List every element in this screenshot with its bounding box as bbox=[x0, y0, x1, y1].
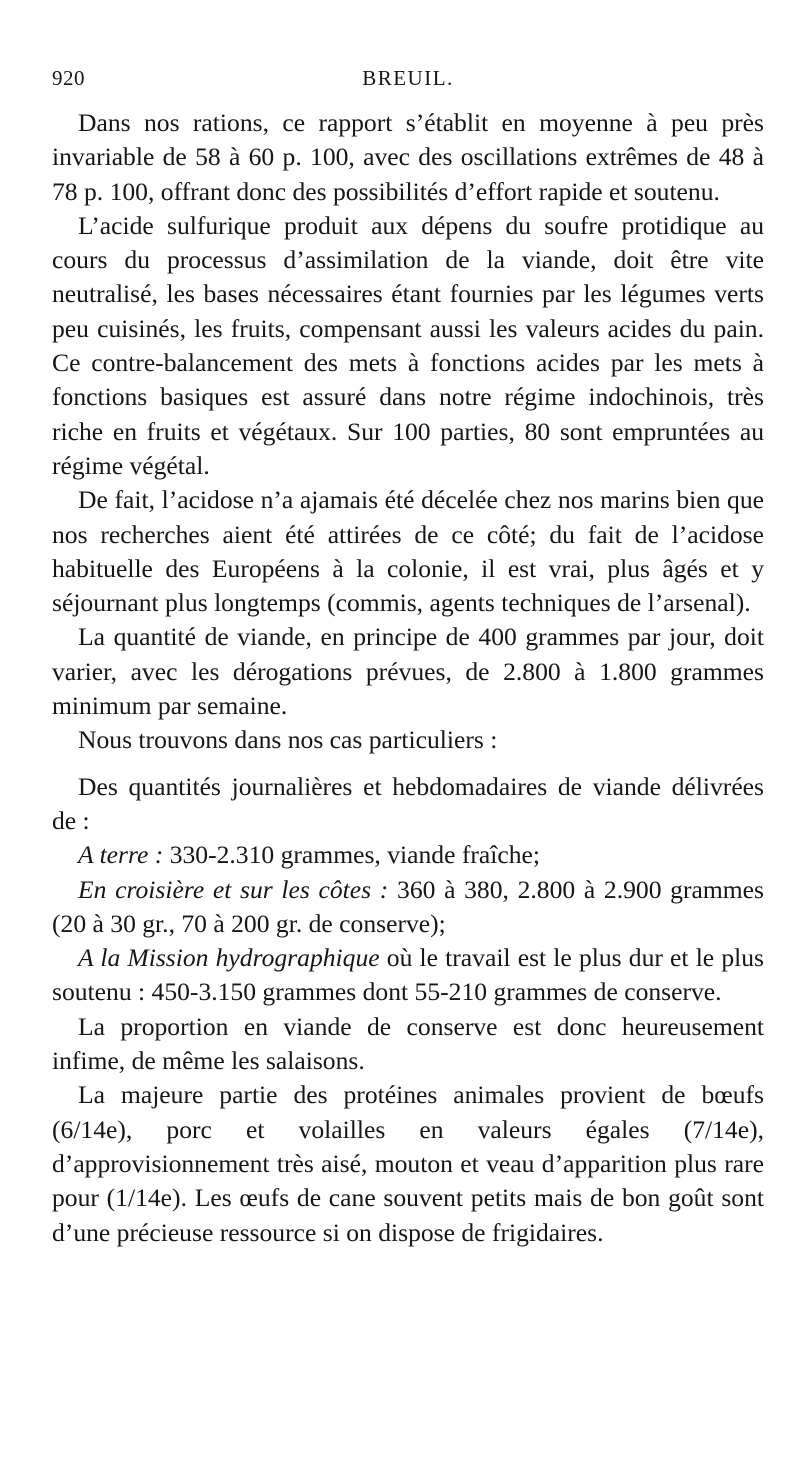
list-item-text: 360 à 380, 2.800 à 2.900 grammes (20 à 30 gr., 70 à 200 gr. de conserve); bbox=[52, 874, 764, 938]
page-number: 920 bbox=[52, 66, 85, 90]
page-header bbox=[52, 66, 764, 106]
paragraph-quantities-intro: Des quantités journalières et hebdomadaires de viande délivrées de : bbox=[52, 771, 764, 835]
list-item-text: 330-2.310 grammes, viande fraîche; bbox=[169, 840, 540, 870]
list-item-label: A la Mission hydrographique bbox=[78, 943, 380, 973]
paragraph-acid: L’acide sulfurique produit aux dépens du soufre protidique au cours du processus d’assimilation de la viande, doit être vite neutralisé, les bases nécessaires étant fournies par les légumes verts peu cuisinés, les fruits, compensant aussi les valeurs acides du pain. Ce contre-balancement des mets à fonctions acides par les mets à fonctions basiques est assuré dans notre régime indochinois, très riche en fruits et végétaux. Sur 100 parties, 80 sont empruntées au régime végétal. bbox=[52, 210, 764, 480]
list-item-cruise bbox=[52, 873, 764, 942]
list-item-text: où le travail est le plus dur et le plus soutenu : 450-3.150 grammes dont 55-210 grammes de conserve. bbox=[52, 943, 764, 1007]
paragraph-acidosis: De fait, l’acidose n’a ajamais été décelée chez nos marins bien que nos recherches aient été attirées de ce côté; du fait de l’acidose habituelle des Européens à la colonie, il est vrai, plus âgés et y séjournant plus longtemps (commis, agents techniques de l’arsenal). bbox=[52, 485, 764, 618]
paragraph-ratio: Dans nos rations, ce rapport s’établit en moyenne à peu près invariable de 58 à 60 p. 100, avec des oscillations extrêmes de 48 à 78 p. 100, offrant donc des possibilités d’effort rapide et soutenu. bbox=[52, 108, 764, 206]
paragraph-animal-proteins: La majeure partie des protéines animales provient de bœufs (6/14e), porc et volailles en valeurs égales (7/14e), d’approvisionnement très aisé, mouton et veau d’apparition plus rare pour (1/14e). Les œufs de cane souvent petits mais de bon goût sont d’une précieuse ressource si on dispose de frigidaires. bbox=[52, 1080, 764, 1247]
paragraph-particular-cases: Nous trouvons dans nos cas particuliers : bbox=[78, 725, 498, 755]
list-item-label: A terre : bbox=[78, 840, 164, 870]
paragraph-meat-quantity: La quantité de viande, en principe de 400 grammes par jour, doit varier, avec les dérogations prévues, de 2.800 à 1.800 grammes minimum par semaine. bbox=[52, 622, 764, 721]
list-item-land bbox=[52, 838, 764, 872]
running-head: BREUIL. bbox=[362, 66, 454, 90]
document-page bbox=[52, 66, 764, 1250]
list-item-mission bbox=[52, 941, 764, 1010]
list-item-label: En croisière et sur les côtes : bbox=[78, 874, 389, 904]
section-gap bbox=[52, 758, 764, 770]
paragraph-canned-meat: La proportion en viande de conserve est donc heureusement infime, de même les salaisons. bbox=[52, 1011, 764, 1076]
